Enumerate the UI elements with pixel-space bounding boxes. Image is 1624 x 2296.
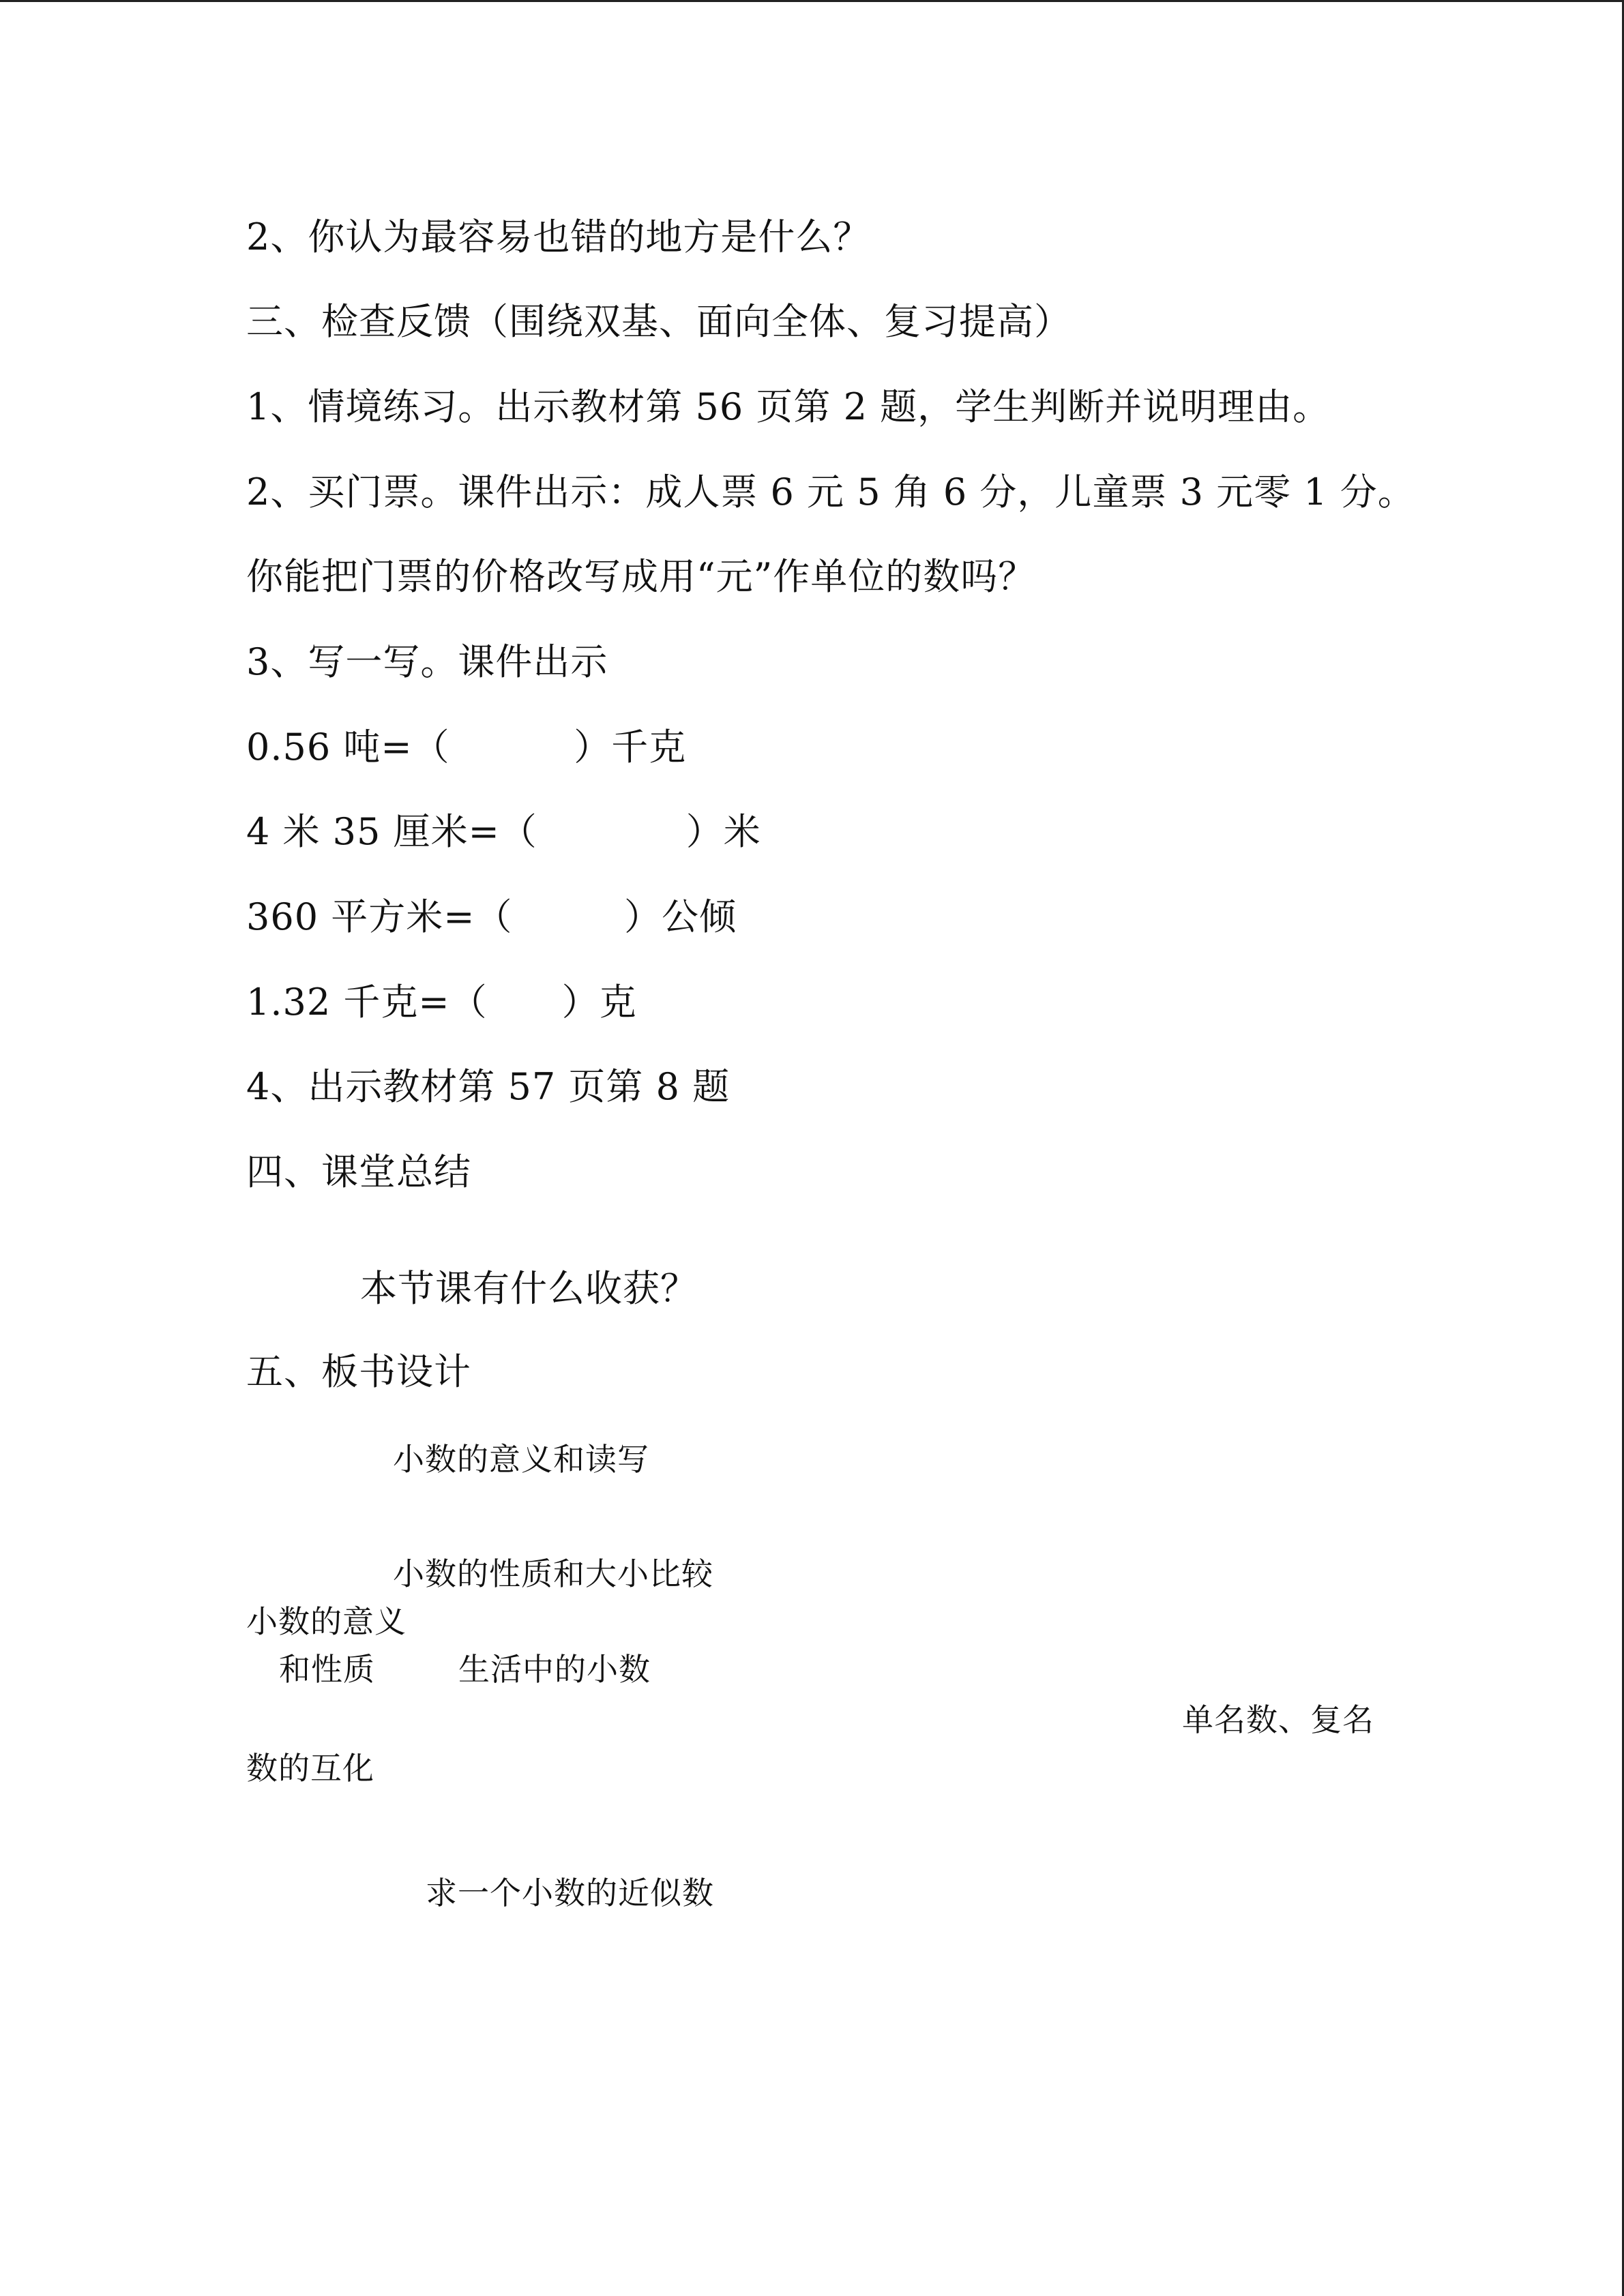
exercise-4-text: 4、出示教材第 57 页第 8 题 (246, 1065, 730, 1108)
section-3-heading: 三、检查反馈（围绕双基、面向全体、复习提高） (246, 300, 1072, 343)
conversion-tons: 0.56 吨=（ ）千克 (246, 726, 687, 769)
question-2-text: 2、你认为最容易也错的地方是什么？ (246, 215, 871, 258)
board-item-unit-conversion-line1: 单名数、复名 (1182, 1701, 1374, 1738)
board-item-meaning-reading: 小数的意义和读写 (393, 1441, 649, 1478)
exercise-2-text: 2、买门票。课件出示：成人票 6 元 5 角 6 分，儿童票 3 元零 1 分。 (246, 471, 1415, 513)
summary-question: 本节课有什么收获？ (360, 1267, 698, 1310)
conversion-area: 360 平方米=（ ）公倾 (246, 895, 737, 938)
board-item-daily-life: 生活中的小数 (458, 1651, 651, 1688)
board-item-unit-conversion-line2: 数的互化 (246, 1750, 374, 1787)
section-4-heading: 四、课堂总结 (246, 1150, 471, 1193)
board-main-label-line1: 小数的意义 (246, 1603, 407, 1640)
conversion-kilograms: 1.32 千克=（ ）克 (246, 981, 637, 1024)
exercise-3-text: 3、写一写。课件出示 (246, 640, 608, 683)
board-item-approximation: 求一个小数的近似数 (426, 1875, 714, 1911)
section-5-heading: 五、板书设计 (246, 1350, 471, 1393)
board-item-properties-comparison: 小数的性质和大小比较 (393, 1555, 713, 1592)
conversion-meters: 4 米 35 厘米=（ ）米 (246, 810, 761, 853)
exercise-2-question: 你能把门票的价格改写成用“元”作单位的数吗？ (246, 555, 1036, 598)
board-main-label-line2: 和性质 (279, 1651, 375, 1688)
exercise-1-text: 1、情境练习。出示教材第 56 页第 2 题，学生判断并说明理由。 (246, 385, 1331, 428)
